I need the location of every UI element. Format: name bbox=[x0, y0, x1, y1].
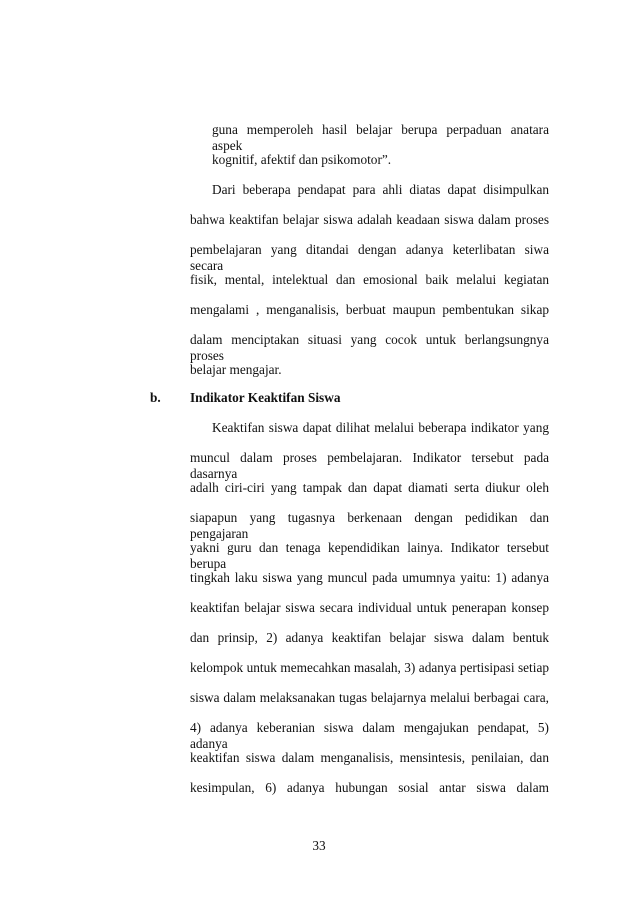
text-line: keaktifan siswa dalam menganalisis, mensintesis, penilaian, dan bbox=[190, 750, 549, 765]
text-line: kognitif, afektif dan psikomotor”. bbox=[212, 152, 392, 167]
text-line: Keaktifan siswa dapat dilihat melalui beberapa indikator yang bbox=[212, 420, 549, 435]
text-line: fisik, mental, intelektual dan emosional baik melalui kegiatan bbox=[190, 272, 549, 287]
page-number: 33 bbox=[312, 838, 326, 853]
text-line: Dari beberapa pendapat para ahli diatas dapat disimpulkan bbox=[212, 182, 549, 197]
section-heading: Indikator Keaktifan Siswa bbox=[190, 390, 341, 405]
text-line: dan prinsip, 2) adanya keaktifan belajar siswa dalam bentuk bbox=[190, 630, 549, 645]
text-line: muncul dalam proses pembelajaran. Indikator tersebut pada dasarnya bbox=[190, 450, 549, 481]
text-line: pembelajaran yang ditandai dengan adanya keterlibatan siwa secara bbox=[190, 242, 549, 273]
text-line: 4) adanya keberanian siswa dalam mengajukan pendapat, 5) adanya bbox=[190, 720, 549, 751]
text-line: mengalami , menganalisis, berbuat maupun pembentukan sikap bbox=[190, 302, 549, 317]
text-line: adalh ciri-ciri yang tampak dan dapat diamati serta diukur oleh bbox=[190, 480, 549, 495]
text-line: bahwa keaktifan belajar siswa adalah keadaan siswa dalam proses bbox=[190, 212, 549, 227]
text-line: keaktifan belajar siswa secara individual untuk penerapan konsep bbox=[190, 600, 549, 615]
text-line: yakni guru dan tenaga kependidikan lainya. Indikator tersebut berupa bbox=[190, 540, 549, 571]
text-line: dalam menciptakan situasi yang cocok untuk berlangsungnya proses bbox=[190, 332, 549, 363]
text-line: belajar mengajar. bbox=[190, 362, 282, 377]
section-marker: b. bbox=[150, 390, 161, 405]
text-line: guna memperoleh hasil belajar berupa perpaduan anatara aspek bbox=[212, 122, 549, 153]
text-line: kelompok untuk memecahkan masalah, 3) adanya pertisipasi setiap bbox=[190, 660, 549, 675]
text-line: tingkah laku siswa yang muncul pada umumnya yaitu: 1) adanya bbox=[190, 570, 549, 585]
text-line: siswa dalam melaksanakan tugas belajarnya melalui berbagai cara, bbox=[190, 690, 549, 705]
text-line: kesimpulan, 6) adanya hubungan sosial antar siswa dalam bbox=[190, 780, 549, 795]
text-line: siapapun yang tugasnya berkenaan dengan pedidikan dan pengajaran bbox=[190, 510, 549, 541]
